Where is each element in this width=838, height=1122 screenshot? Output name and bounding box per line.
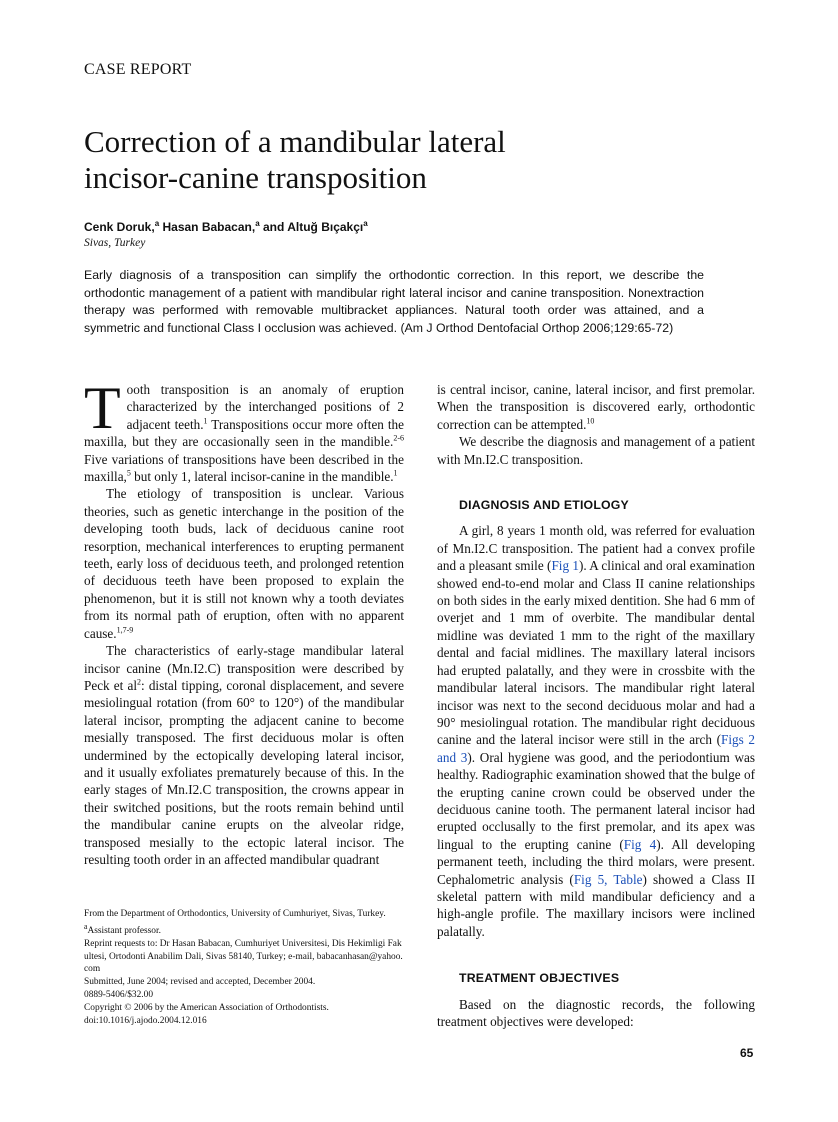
text-run: A girl, 8 years 1 month old, was referred for evaluation of Mn.I2.C transposition. The patient had a convex profile and a pleasant smile ( [437,523,755,574]
footnote-marker: a [84,921,88,931]
footnote-price: 0889-5406/$32.00 [84,989,154,1000]
continued-paragraph [437,381,755,433]
text-run: ). A clinical and oral examination showed end-to-end molar and Class II canine relationships on both sides in the early mixed dentition. She had 6 mm of overjet and 1 mm of overbite. The mandibular dental midline was deviated 1 mm to the right of the maxillary dental and facial midlines. The maxillary lateral incisors had erupted palatally, and they were in crossbite with the mandibular lateral incisors. The mandibular right lateral incisor was next to the second deciduous molar and had a 90° mesiolingual rotation. The mandibular right deciduous canine and the lateral incisor were still in the arch ( [437,558,755,748]
title-line-1: Correction of a mandibular lateral [84,124,506,159]
intro-paragraph [84,375,404,485]
footnote-position [84,921,404,938]
article-title [84,124,724,196]
text-run: The characteristics of early-stage mandibular lateral incisor canine (Mn.I2.C) transposition were described by Peck et al [84,643,404,693]
author-1: Cenk Doruk, [84,220,155,234]
citation: 5 [126,468,131,478]
page-number: 65 [740,1046,754,1060]
author-marker: a [154,219,160,228]
author-location: Sivas, Turkey [84,237,146,249]
footnote-affiliation: From the Department of Orthodontics, University of Cumhuriyet, Sivas, Turkey. [84,909,386,919]
text-run: : distal tipping, coronal displacement, and severe mesiolingual rotation (from 60° to 120°) of the mandibular lateral incisor, prompting the adjacent canine to become mesially transposed. The first deciduous molar is often undermined by the ectopically developing lateral incisor, and it usually exfoliates prematurely because of this. In the early stages of Mn.I2.C transposition, the crowns appear in their switched positions, but the roots remain behind until the mandibular canine erupts on the alveolar ridge, transposed mesially to the ectopic lateral incisor. The resulting tooth order in an affected mandibular quadrant [84,677,404,867]
section-heading-objectives: TREATMENT OBJECTIVES [459,971,620,986]
text-run: ) showed a Class II skeletal pattern with mild mandibular deficiency and a high-angle profile. The maxillary incisors were inclined palatally. [437,871,755,939]
abstract: Early diagnosis of a transposition can simplify the orthodontic correction. In this report, we describe the orthodontic management of a patient with mandibular right lateral incisor and canine transposition. Nonextraction therapy was performed with removable multibracket appliances. Natural tooth order was attained, and a symmetric and functional Class I occlusion was achieved. (Am J Orthod Dentofacial Orthop 2006;129:65-72) [84,268,704,335]
etiology-paragraph [84,485,404,642]
text-run: Assistant professor. [87,925,161,936]
citation: 2 [137,677,141,687]
author-2: Hasan Babacan, [159,220,256,234]
text-run: ). Oral hygiene was good, and the periodontium was healthy. Radiographic examination showed that the bulge of the erupting canine crown could be observed under the deciduous canine tooth. The permanent lateral incisor had erupted occlusally to the first premolar, and its apex was lingual to the erupting canine ( [437,749,756,852]
section-heading-diagnosis: DIAGNOSIS AND ETIOLOGY [459,498,629,513]
author-marker: a [255,219,260,228]
footnote-submitted: Submitted, June 2004; revised and accepted, December 2004. [84,977,316,988]
text-run: but only 1, lateral incisor-canine in the mandible. [130,469,394,485]
describe-paragraph: We describe the diagnosis and management of a patient with Mn.I2.C transposition. [437,434,755,467]
citation: 1 [203,416,208,426]
text-run: Five variations of transpositions have been described in the maxilla, [84,451,404,485]
text-run: is central incisor, canine, lateral incisor, and first premolar. When the transposition is discovered early, orthodontic correction can be attempted. [437,382,755,432]
objectives-paragraph: Based on the diagnostic records, the following treatment objectives were developed: [437,996,755,1029]
section-label: CASE REPORT [84,61,192,78]
drop-cap: T [84,375,121,441]
author-list [84,219,368,234]
figure-link[interactable]: Figs 2 and 3 [437,732,755,765]
right-column [437,381,755,1030]
citation: 2-6 [393,433,404,443]
figure-link[interactable]: Fig 4 [623,836,657,852]
author-3: and Altuğ Bıçakçı [259,220,364,234]
footnote-doi: doi:10.1016/j.ajodo.2004.12.016 [84,1015,207,1026]
title-line-2: incisor-canine transposition [84,160,427,195]
author-marker: a [363,219,368,228]
citation: 1 [393,468,398,478]
footnote-reprint: Reprint requests to: Dr Hasan Babacan, Cumhuriyet Universitesi, Dis Hekimligi Fakultesi, Ortodonti Anabilim Dali, Sivas 58140, Turkey; e-mail, babacanhasan@yahoo.com [84,938,403,975]
text-run: ). All developing permanent teeth, including the third molars, were present. Cephalometric analysis ( [437,836,756,887]
footnote-copyright: Copyright © 2006 by the American Association of Orthodontists. [84,1002,329,1013]
characteristics-paragraph [84,642,404,868]
text-run: ooth transposition is an anomaly of eruption characterized by the interchanged positions of 2 adjacent teeth. [126,382,404,432]
citation: 10 [586,416,595,426]
figure-link[interactable]: Fig 1 [551,558,579,574]
citation: 1,7-9 [116,625,134,635]
footnotes [84,908,404,1027]
figure-link[interactable]: Fig 5, Table [573,871,643,887]
diagnosis-paragraph [437,522,755,940]
left-column [84,375,404,868]
text-run: The etiology of transposition is unclear. Various theories, such as genetic interchange in the position of the developing tooth buds, lack of deciduous canine root resorption, mechanical interferences to erupting permanent teeth, early loss of deciduous teeth, and prolonged retention of deciduous teeth have been proposed to explain the phenomenon, but it is still not known why a tooth deviates from its normal path of eruption, often with no apparent cause. [84,486,404,641]
text-run: Transpositions occur more often the maxilla, but they are occasionally seen in the mandible. [84,416,404,450]
